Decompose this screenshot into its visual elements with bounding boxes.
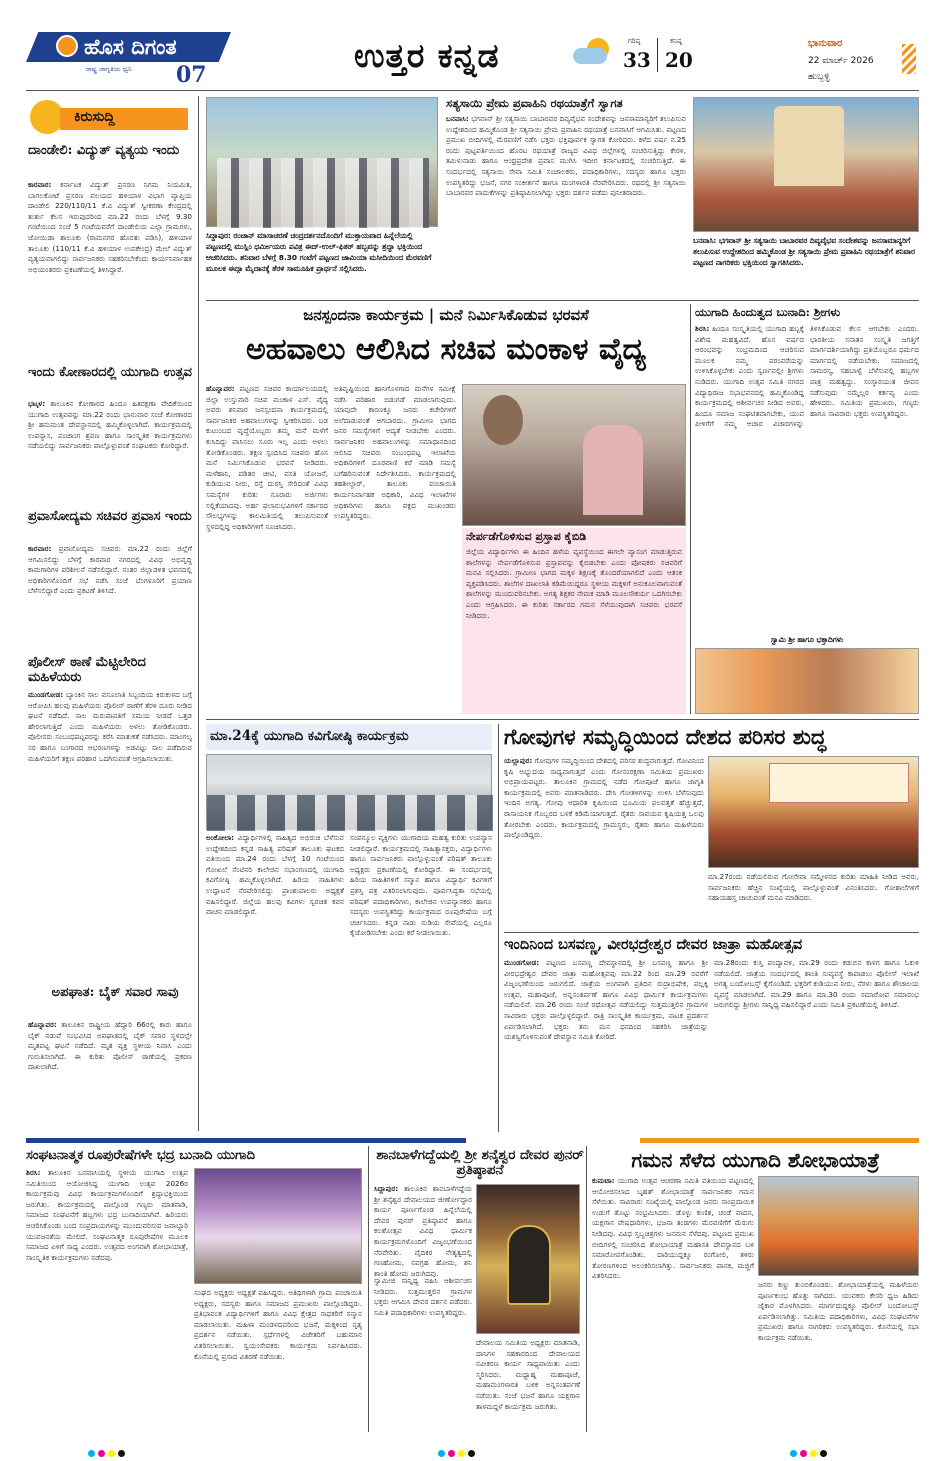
lead-col-1: ಹೊನ್ನಾವರ: ಪಟ್ಟಣದ ಸಚಿವರ ಕಾರ್ಯಾಲಯದಲ್ಲಿ ಜಿಲ್ಲಾ ಉಸ್ತುವಾರಿ ಸಚಿವ ಮಂಕಾಳ ಎಸ್. ವೈದ್ಯ ಅವರು ಶನಿವಾರ ಜನಸ್ಪಂದನಾ ಕಾರ್ಯಕ್ರಮದಲ್ಲಿ ಸಾರ್ವಜನಿಕರ ಅಹವಾಲುಗಳನ್ನು ಸ್ವೀಕರಿಸಿದರು. ಬಡ ಕುಟುಂಬದ ವೃದ್ಧೆಯೊಬ್ಬರು ತಮ್ಮ ಮನೆ ಮಳೆಗೆ ಕುಸಿದಿದ್ದು ವಾಸಿಸಲು ಸೂರು ಇಲ್ಲ ಎಂದು ಅಳಲು ತೋಡಿಕೊಂಡರು. ತಕ್ಷಣ ಸ್ಪಂದಿಸಿದ ಸಚಿವರು ಹೊಸ ಮನೆ ನಿರ್ಮಿಸಿಕೊಡುವ ಭರವಸೆ ನೀಡಿದರು. ಮಳೆಹಾನಿ, ಪಡಿತರ ಚೀಟಿ, ವಸತಿ ಯೋಜನೆ, ಕುಡಿಯುವ ನೀರು, ರಸ್ತೆ ದುರಸ್ತಿ ಸೇರಿದಂತೆ ವಿವಿಧ ಸಮಸ್ಯೆಗಳ ಕುರಿತು ನೂರಾರು ಅರ್ಜಿಗಳು ಸಲ್ಲಿಕೆಯಾದವು. ಅರ್ಹ ಫಲಾನುಭವಿಗಳಿಗೆ ಸರ್ಕಾರದ ಸೌಲಭ್ಯಗಳನ್ನು ಕಾಲಮಿತಿಯಲ್ಲಿ ತಲುಪಿಸುವಂತೆ ಸ್ಥಳದಲ್ಲಿದ್ದ ಅಧಿಕಾರಿಗಳಿಗೆ ಸೂಚಿಸಿದರು. bbox=[206, 384, 328, 531]
kavigoshti-photo bbox=[206, 754, 492, 830]
min-temp: 20 bbox=[665, 48, 693, 72]
lead-kicker: ಜನಸ್ಪಂದನಾ ಕಾರ್ಯಕ್ರಮ | ಮನೆ ನಿರ್ಮಿಸಿಕೊಡುವ ಭರವಸೆ bbox=[303, 306, 589, 324]
lead-headline: ಅಹವಾಲು ಆಲಿಸಿದ ಸಚಿವ ಮಂಕಾಳ ವೈದ್ಯ bbox=[245, 332, 647, 367]
bottom3-col-2: ಜನರು ಕಣ್ಣು ತುಂಬಿಕೊಂಡರು. ಶೋಭಾಯಾತ್ರೆಯಲ್ಲಿ ಮಹಿಳೆಯರು ಪೂರ್ಣಕುಂಭ ಹೊತ್ತು ಸಾಗಿದರು. ಯುವಕರು ಕೇಸರಿ ಧ್ವಜ ಹಿಡಿದು ಜೈಕಾರ ಮೊಳಗಿಸಿದರು. ಮಾರ್ಗದುದ್ದಕ್ಕೂ ಪೊಲೀಸ್ ಬಂದೋಬಸ್ತ್ ಏರ್ಪಡಿಸಲಾಗಿತ್ತು. ಸಮಿತಿಯ ಪದಾಧಿಕಾರಿಗಳು, ವಿವಿಧ ಸಂಘಟನೆಗಳ ಪ್ರಮುಖರು ಹಾಗೂ ನಾಗರಿಕರು ಉಪಸ್ಥಿತರಿದ್ದರು. ಕೊನೆಯಲ್ಲಿ ಸಭಾ ಕಾರ್ಯಕ್ರಮ ನಡೆಯಿತು. bbox=[758, 1280, 919, 1342]
kiru-4-body: ಮುಂಡಗೋಡ: ಬ್ಯಾಂಕಿನ ಸಾಲ ವಸೂಲಾತಿ ಸಿಬ್ಬಂದಿಯ ಕಿರುಕುಳದ ಬಗ್ಗೆ ಆರೋಪಿಸಿ ಹಲವು ಮಹಿಳೆಯರು ಪೊಲೀಸ್ ಠಾಣೆಗೆ ತೆರಳಿ ದೂರು ನೀಡಿದ ಘಟನೆ ನಡೆದಿದೆ. ಸಾಲ ಮರುಪಾವತಿಗೆ ಸಮಯ ನೀಡದೆ ಒತ್ತಡ ಹೇರಲಾಗುತ್ತಿದೆ ಎಂದು ಮಹಿಳೆಯರು ಅಳಲು ತೋಡಿಕೊಂಡರು. ಪೊಲೀಸರು ಸಂಬಂಧಪಟ್ಟವರನ್ನು ಕರೆಸಿ ಮಾತುಕತೆ ನಡೆಸಿದರು. ಮಾಂಗಲ್ಯ ಸರ ಹಾಗೂ ಬಂಗಾರದ ಆಭರಣಗಳನ್ನು ಅಡವಿಟ್ಟು ಸಾಲ ಪಡೆದಿರುವ ಮಹಿಳೆಯರಿಗೆ ತಕ್ಷಣ ಪರಿಹಾರ ಒದಗಿಸುವಂತೆ ಆಗ್ರಹಿಸಲಾಯಿತು. bbox=[28, 690, 192, 763]
kavigoshti-head: ಮಾ.24ಕ್ಕೆ ಯುಗಾದಿ ಕವಿಗೋಷ್ಠಿ ಕಾರ್ಯಕ್ರಮ bbox=[210, 728, 409, 744]
weather-icon bbox=[573, 38, 617, 68]
left-col-rule bbox=[198, 96, 199, 1131]
swami-photo bbox=[695, 648, 919, 714]
kiru-2-body: ಭಟ್ಕಳ: ತಾಲೂಕಿನ ಕೋಣಾರದ ಹಿಂದೂ ಹಿತರಕ್ಷಣಾ ವೇದಿಕೆಯಿಂದ ಯುಗಾದಿ ಉತ್ಸವವನ್ನು ಮಾ.22 ರಂದು ಭಾನುವಾರ ಸಂಜೆ ಕೋಣಾರದ ಶ್ರೀ ಹನುಮಂತ ದೇವಸ್ಥಾನದಲ್ಲಿ ಹಮ್ಮಿಕೊಳ್ಳಲಾಗಿದೆ. ಕಾರ್ಯಕ್ರಮದಲ್ಲಿ ಉಪನ್ಯಾಸ, ಪಂಚಾಂಗ ಶ್ರವಣ ಹಾಗೂ ಸಾಂಸ್ಕೃತಿಕ ಕಾರ್ಯಕ್ರಮಗಳು ನಡೆಯಲಿದ್ದು ಸಾರ್ವಜನಿಕರು ಪಾಲ್ಗೊಳ್ಳುವಂತೆ ಸಂಘಟಕರು ಕೋರಿದ್ದಾರೆ. bbox=[28, 399, 192, 451]
kiru-1-dateline: ಕಾರವಾರ: bbox=[28, 180, 52, 189]
logo-text: ಹೊಸ ದಿಗಂತ bbox=[84, 34, 177, 59]
pointing-hand-icon bbox=[30, 100, 64, 134]
max-temp-label: ಗರಿಷ್ಠ bbox=[628, 37, 641, 45]
bottom2-col-1: ಸಿದ್ದಾಪುರ: ತಾಲೂಕಿನ ಶಾನಬಾಳೆಗದ್ದೆಯ ಶ್ರೀ ಶನೈಶ್ವರ ದೇವಾಲಯದ ಜೀರ್ಣೋದ್ಧಾರ ಕಾರ್ಯ ಪೂರ್ಣಗೊಂಡ ಹಿನ್ನೆಲೆಯಲ್ಲಿ ದೇವರ ಪುನರ್ ಪ್ರತಿಷ್ಠಾಪನೆ ಹಾಗೂ ಕಲಶೋತ್ಸವ ವಿವಿಧ ಧಾರ್ಮಿಕ ಕಾರ್ಯಕ್ರಮಗಳೊಂದಿಗೆ ವಿಜೃಂಭಣೆಯಿಂದ ನೆರವೇರಿತು. ವೈದಿಕರ ನೇತೃತ್ವದಲ್ಲಿ ಗಣಹೋಮ, ನವಗ್ರಹ ಹೋಮ, ಶನಿ ಶಾಂತಿ ಹೋಮ ಜರುಗಿದವು. bbox=[374, 1184, 472, 1278]
procession-photo bbox=[758, 1176, 919, 1276]
satya-head: ಸತ್ಯಸಾಯಿ ಪ್ರೇಮ ಪ್ರವಾಹಿನಿ ರಥಯಾತ್ರೆಗೆ ಸ್ವಾಗತ bbox=[446, 96, 623, 110]
lead-col-2: ಅತಿವೃಷ್ಟಿಯಿಂದ ಹಾನಿಗೊಳಗಾದ ಮನೆಗಳ ಸಮೀಕ್ಷೆ ನಡೆಸಿ ಪರಿಹಾರ ಬಿಡುಗಡೆ ಮಾಡಲಾಗುವುದು. ಯಾವುದೇ ಕಾರಣಕ್ಕೂ ಜನರು ಕಚೇರಿಗಳಿಗೆ ಅಲೆದಾಡುವಂತೆ ಆಗಬಾರದು. ಗ್ರಾಮೀಣ ಭಾಗದ ಜನರ ಸಮಸ್ಯೆಗಳಿಗೆ ಆದ್ಯತೆ ನೀಡಬೇಕು ಎಂದರು. ಸಾರ್ವಜನಿಕರ ಅಹವಾಲುಗಳನ್ನು ಸಮಾಧಾನದಿಂದ ಆಲಿಸಿದ ಸಚಿವರು ಸಂಬಂಧಪಟ್ಟ ಇಲಾಖೆಯ ಅಧಿಕಾರಿಗಳಿಗೆ ದೂರವಾಣಿ ಕರೆ ಮಾಡಿ ಸಮಸ್ಯೆ ಬಗೆಹರಿಸುವಂತೆ ನಿರ್ದೇಶಿಸಿದರು. ಕಾರ್ಯಕ್ರಮದಲ್ಲಿ ತಹಶೀಲ್ದಾರ್, ತಾಲೂಕು ಪಂಚಾಯಿತಿ ಕಾರ್ಯನಿರ್ವಾಹಕ ಅಧಿಕಾರಿ, ವಿವಿಧ ಇಲಾಖೆಗಳ ಅಧಿಕಾರಿಗಳು ಹಾಗೂ ಪಕ್ಷದ ಮುಖಂಡರು ಉಪಸ್ಥಿತರಿದ್ದರು. bbox=[334, 384, 456, 521]
bottom2-head: ಶಾನಬಾಳೆಗದ್ದೆಯಲ್ಲಿ ಶ್ರೀ ಶನೈಶ್ವರ ದೇವರ ಪುನರ್ ಪ್ರತಿಷ್ಠಾಪನೆ bbox=[376, 1147, 584, 1179]
max-temp: 33 bbox=[623, 48, 651, 72]
kiru-1-body: ಕಾರವಾರ: ಕರ್ನಾಟಕ ವಿದ್ಯುತ್ ಪ್ರಸರಣ ನಿಗಮ ನಿಯಮಿತ, ಬಾಗಲಕೋಟೆ ಪ್ರಸರಣ ವಲಯದ ಹಳಿಯಾಳ ವಿಭಾಗ ವ್ಯಾಪ್ತಿಯ ದಾಂಡೇಲಿ 220/110/11 ಕೆ.ವಿ ವಿದ್ಯುತ್ ಸ್ವೀಕರಣಾ ಕೇಂದ್ರದಲ್ಲಿ ತುರ್ತು ಕೆಲಸ ಇರುವುದರಿಂದ ಮಾ.22 ರಂದು ಬೆಳಗ್ಗೆ 9.30 ಗಂಟೆಯಿಂದ ಸಂಜೆ 5 ಗಂಟೆಯವರೆಗೆ ದಾಂಡೇಲಿಯ ಎಲ್ಲಾ ಗ್ರಾಮಗಳು, ಜೋಯಿಡಾ ತಾಲೂಕು (ರಾಮನಗರ ಹೊರತು ಪಡಿಸಿ), ಹಳಿಯಾಳ ತಾಲೂಕು (110/11 ಕೆ.ವಿ ಹಳಿಯಾಳ ಉಪಕೇಂದ್ರ) ಮೇಲೆ ವಿದ್ಯುತ್ ವ್ಯತ್ಯಯವಾಗಲಿದ್ದು ಸಾರ್ವಜನಿಕರು ಸಹಕರಿಸಬೇಕೆಂದು ಕಾರ್ಯನಿರ್ವಾಹಕ ಅಭಿಯಂತರರು ಪ್ರಕಟಣೆಯಲ್ಲಿ ತಿಳಿಸಿದ್ದಾರೆ. bbox=[28, 180, 192, 274]
page-number: 07 bbox=[176, 62, 207, 88]
chariot-photo bbox=[693, 97, 919, 232]
govu-photo bbox=[708, 756, 919, 868]
school-caption-body: ಜಿಲ್ಲೆಯ ವಿದ್ಯಾರ್ಥಿಗಳು ಈ ಹಿಂದಿನ ಹಳೆಯ ವ್ಯವಸ್ಥೆಯಿಂದ ಈಗಲೇ ವ್ಯಾಸಂಗ ಮಾಡುತ್ತಿರುವ ಶಾಲೆಗಳನ್ನು ನೇರ್ಪಡೆಗೊಳಿಸುವ ಪ್ರಸ್ತಾಪವನ್ನು ಕೈಬಿಡಬೇಕು ಎಂದು ಪೋಷಕರು ಸಚಿವರಿಗೆ ಮನವಿ ಸಲ್ಲಿಸಿದರು. ಗ್ರಾಮೀಣ ಭಾಗದ ಮಕ್ಕಳ ಶಿಕ್ಷಣಕ್ಕೆ ತೊಂದರೆಯಾಗಲಿದೆ ಎಂದು ಆತಂಕ ವ್ಯಕ್ತಪಡಿಸಿದರು. ಶಾಲೆಗಳ ದಾಖಲಾತಿ ಕಡಿಮೆಯಿದ್ದರೂ ಸ್ಥಳೀಯ ಮಕ್ಕಳಿಗೆ ಅನುಕೂಲವಾಗುವಂತೆ ಶಾಲೆಗಳನ್ನು ಮುಂದುವರಿಸಬೇಕು. ಅಗತ್ಯ ಶಿಕ್ಷಕರ ನೇಮಕ ಮಾಡಿ ಮೂಲಸೌಕರ್ಯ ಒದಗಿಸಬೇಕು ಎಂದು ಆಗ್ರಹಿಸಿದರು. ಈ ಕುರಿತು ಸರ್ಕಾರದ ಗಮನ ಸೆಳೆಯುವುದಾಗಿ ಸಚಿವರು ಭರವಸೆ ನೀಡಿದರು. bbox=[466, 547, 682, 620]
kiru-5-body: ಹೊನ್ನಾವರ: ತಾಲೂಕಿನ ರಾಷ್ಟ್ರೀಯ ಹೆದ್ದಾರಿ 66ರಲ್ಲಿ ಕಾರು ಹಾಗೂ ಬೈಕ್ ನಡುವೆ ಸಂಭವಿಸಿದ ಅಪಘಾತದಲ್ಲಿ ಬೈಕ್ ಸವಾರ ಸ್ಥಳದಲ್ಲೇ ಮೃತಪಟ್ಟ ಘಟನೆ ನಡೆದಿದೆ. ಮೃತ ವ್ಯಕ್ತಿ ಸ್ಥಳೀಯ ನಿವಾಸಿ ಎಂದು ಗುರುತಿಸಲಾಗಿದೆ. ಈ ಕುರಿತು ಪೊಲೀಸ್ ಠಾಣೆಯಲ್ಲಿ ಪ್ರಕರಣ ದಾಖಲಾಗಿದೆ. bbox=[28, 1020, 192, 1072]
kiru-5-head: ಅಪಘಾತ: ಬೈಕ್ ಸವಾರ ಸಾವು bbox=[51, 985, 179, 1000]
kavigoshti-col-2: ಸಂಪನ್ಮೂಲ ವ್ಯಕ್ತಿಗಳು ಯುಗಾದಿಯ ಮಹತ್ವ ಕುರಿತು ಉಪನ್ಯಾಸ ನೀಡಲಿದ್ದಾರೆ. ಕಾರ್ಯಕ್ರಮದಲ್ಲಿ ಸಾಹಿತ್ಯಾಸಕ್ತರು, ವಿದ್ಯಾರ್ಥಿಗಳು ಹಾಗೂ ಸಾರ್ವಜನಿಕರು ಪಾಲ್ಗೊಳ್ಳುವಂತೆ ಪರಿಷತ್ ತಾಲೂಕು ಅಧ್ಯಕ್ಷರು ಪ್ರಕಟಣೆಯಲ್ಲಿ ಕೋರಿದ್ದಾರೆ. ಈ ಸಂದರ್ಭದಲ್ಲಿ ಹಿರಿಯ ಸಾಹಿತಿಗಳಿಗೆ ಸನ್ಮಾನ ಹಾಗೂ ವಿದ್ಯಾರ್ಥಿ ಕವಿಗಳಿಗೆ ಪ್ರಶಸ್ತಿ ಪತ್ರ ವಿತರಿಸಲಾಗುವುದು. ಪೂರ್ವಸಿದ್ಧತಾ ಸಭೆಯಲ್ಲಿ ಪರಿಷತ್ ಪದಾಧಿಕಾರಿಗಳು, ಕಾಲೇಜಿನ ಉಪನ್ಯಾಸಕರು ಹಾಗೂ ಸದಸ್ಯರು ಉಪಸ್ಥಿತರಿದ್ದು ಕಾರ್ಯಕ್ರಮದ ರೂಪುರೇಷೆಯ ಬಗ್ಗೆ ಚರ್ಚಿಸಿದರು. ಕನ್ನಡ ನಾಡು ನುಡಿಯ ಸೇವೆಯಲ್ಲಿ ಎಲ್ಲರೂ ಕೈಜೋಡಿಸಬೇಕು ಎಂದು ಕರೆ ನೀಡಲಾಯಿತು. bbox=[350, 833, 492, 938]
logo-tagline: ರಾಷ್ಟ್ರ ಜಾಗೃತಿಯ ಧ್ವನಿ bbox=[86, 65, 132, 73]
bottom1-photo bbox=[194, 1168, 362, 1284]
swami-photo-caption: ಸ್ವಾಮಿ ಶ್ರೀ ಹಾಗೂ ಭಕ್ತಾದಿಗಳು bbox=[770, 635, 844, 644]
bottom1-head: ಸಂಘಟನಾತ್ಮಕ ರೂಪುರೇಷೆಗಳೇ ಭದ್ರ ಬುನಾದಿ ಯುಗಾದಿ bbox=[26, 1148, 256, 1163]
kiru-3-body: ಕಾರವಾರ: ಪ್ರವಾಸೋದ್ಯಮ ಸಚಿವರು ಮಾ.22 ರಂದು ಜಿಲ್ಲೆಗೆ ಆಗಮಿಸಲಿದ್ದು ಬೆಳಗ್ಗೆ ಕಾರವಾರ ನಗರದಲ್ಲಿ ವಿವಿಧ ಅಭಿವೃದ್ಧಿ ಕಾಮಗಾರಿಗಳ ಪರಿಶೀಲನೆ ನಡೆಸಲಿದ್ದಾರೆ. ನಂತರ ಜಿಲ್ಲಾಡಳಿತ ಭವನದಲ್ಲಿ ಅಧಿಕಾರಿಗಳೊಂದಿಗೆ ಸಭೆ ನಡೆಸಿ ಸಂಜೆ ಬೆಂಗಳೂರಿಗೆ ಪ್ರಯಾಣ ಬೆಳೆಸಲಿದ್ದಾರೆ ಎಂದು ಪ್ರಕಟಣೆ ತಿಳಿಸಿದೆ. bbox=[28, 544, 192, 596]
yugadi-hindu-body: ಶಿರಸಿ: ಹಿಂದೂ ಸಂಸ್ಕೃತಿಯಲ್ಲಿ ಯುಗಾದಿ ಹಬ್ಬಕ್ಕೆ ವಿಶೇಷ ಮಹತ್ವವಿದೆ. ಹೊಸ ವರ್ಷದ ಆರಂಭವನ್ನು ಸಂಭ್ರಮದಿಂದ ಆಚರಿಸುವ ಮೂಲಕ ನಮ್ಮ ಪರಂಪರೆಯನ್ನು ಉಳಿಸಿಕೊಳ್ಳಬೇಕು ಎಂದು ಸ್ವರ್ಣವಲ್ಲೀ ಶ್ರೀಗಳು ನುಡಿದರು. ಯುಗಾದಿ ಉತ್ಸವ ಸಮಿತಿ ನಗರದ ವಿದ್ಯಾಧಿರಾಜ ಸಭಾಭವನದಲ್ಲಿ ಹಮ್ಮಿಕೊಂಡಿದ್ದ ಕಾರ್ಯಕ್ರಮದಲ್ಲಿ ಆಶೀರ್ವಚನ ನೀಡಿದ ಅವರು, ಹಿಂದೂ ಸಮಾಜ ಸಂಘಟಿತವಾಗಬೇಕು, ಯುವ ಪೀಳಿಗೆಗೆ ನಮ್ಮ ಆಚಾರ ವಿಚಾರಗಳನ್ನು ತಿಳಿಸಿಕೊಡುವ ಕೆಲಸ ಆಗಬೇಕು ಎಂದರು. ಭಾರತೀಯ ಸನಾತನ ಸಂಸ್ಕೃತಿ ಜಗತ್ತಿಗೆ ಮಾರ್ಗದರ್ಶಿಯಾಗಿದ್ದು ಪ್ರತಿಯೊಬ್ಬರೂ ಧರ್ಮದ ಮಾರ್ಗದಲ್ಲಿ ನಡೆಯಬೇಕು. ಸಮಾಜದಲ್ಲಿ ಸಾಮರಸ್ಯ, ಸಹಬಾಳ್ವೆ ಬೆಳೆಸುವಲ್ಲಿ ಹಬ್ಬಗಳ ಪಾತ್ರ ಮಹತ್ವದ್ದು. ಸಂಸ್ಕಾರಯುತ ಜೀವನ ನಡೆಸುವುದು ನಮ್ಮೆಲ್ಲರ ಕರ್ತವ್ಯ ಎಂದು ಹೇಳಿದರು. ಸಮಿತಿಯ ಪ್ರಮುಖರು, ಗಣ್ಯರು ಹಾಗೂ ಸಾವಿರಾರು ಭಕ್ತರು ಉಪಸ್ಥಿತರಿದ್ದರು. bbox=[695, 324, 919, 429]
eid-photo bbox=[206, 97, 438, 227]
bottom-rule-1 bbox=[368, 1146, 369, 1432]
lead-right-rule bbox=[690, 304, 691, 714]
kiru-3-head: ಪ್ರವಾಸೋದ್ಯಮ ಸಚಿವರ ಪ್ರವಾಸ ಇಂದು bbox=[28, 509, 192, 524]
jatra-head: ಇಂದಿನಿಂದ ಬಸವಣ್ಣ, ವೀರಭದ್ರೇಶ್ವರ ದೇವರ ಜಾತ್ರಾ ಮಹೋತ್ಸವ bbox=[504, 936, 803, 953]
lamp-icon bbox=[56, 35, 78, 57]
bottom2-col-3: ದೇವಾಲಯ ಸಮಿತಿಯ ಅಧ್ಯಕ್ಷರು ಮಾತನಾಡಿ, ದಾನಿಗಳ ಸಹಕಾರದಿಂದ ದೇವಾಲಯದ ನವೀಕರಣ ಕಾರ್ಯ ಸಾಧ್ಯವಾಯಿತು ಎಂದು ಸ್ಮರಿಸಿದರು. ಮಧ್ಯಾಹ್ನ ಮಹಾಪೂಜೆ, ಮಹಾಮಂಗಳಾರತಿ ಬಳಿಕ ಅನ್ನಸಂತರ್ಪಣೆ ನಡೆಯಿತು. ಸಂಜೆ ಭಜನೆ ಹಾಗೂ ಯಕ್ಷಗಾನ ತಾಳಮದ್ದಳೆ ಕಾರ್ಯಕ್ರಮ ಜರುಗಿತು. bbox=[476, 1338, 580, 1411]
masthead-rule bbox=[26, 90, 919, 91]
kiru-4-head: ಪೊಲೀಸ್ ಠಾಣೆ ಮೆಟ್ಟಿಲೇರಿದ ಮಹಿಳೆಯರು bbox=[28, 655, 146, 685]
bottom-rule-2 bbox=[586, 1146, 587, 1432]
kiru-section bbox=[26, 96, 194, 1146]
jatra-col-1: ಮುಂಡಗೋಡ: ಪಟ್ಟಣದ ಬಸವಣ್ಣ ದೇವಸ್ಥಾನದಲ್ಲಿ ಶ್ರೀ ಬಸವಣ್ಣ ಹಾಗೂ ಶ್ರೀ ವೀರಭದ್ರೇಶ್ವರ ದೇವರ ಜಾತ್ರಾ ಮಹೋತ್ಸವವು ಮಾ.22 ರಿಂದ ಮಾ.29 ರವರೆಗೆ ವಿಜೃಂಭಣೆಯಿಂದ ಜರುಗಲಿದೆ. ಜಾತ್ರೆಯ ಅಂಗವಾಗಿ ಪ್ರತಿದಿನ ರುದ್ರಾಭಿಷೇಕ, ಪಲ್ಲಕ್ಕಿ ಉತ್ಸವ, ಮಹಾಪೂಜೆ, ಅನ್ನಸಂತರ್ಪಣೆ ಹಾಗೂ ವಿವಿಧ ಧಾರ್ಮಿಕ ಕಾರ್ಯಕ್ರಮಗಳು ನಡೆಯಲಿವೆ. ಮಾ.26 ರಂದು ಸಂಜೆ ರಥೋತ್ಸವ ನಡೆಯಲಿದ್ದು ಸುತ್ತಮುತ್ತಲಿನ ಗ್ರಾಮಗಳ ಸಾವಿರಾರು ಭಕ್ತರು ಪಾಲ್ಗೊಳ್ಳಲಿದ್ದಾರೆ. ರಾತ್ರಿ ಸಾಂಸ್ಕೃತಿಕ ಕಾರ್ಯಕ್ರಮ, ನಾಟಕ ಪ್ರದರ್ಶನ ಏರ್ಪಡಿಸಲಾಗಿದೆ. ಭಕ್ತರು ತನು ಮನ ಧನದಿಂದ ಸಹಕರಿಸಿ ಜಾತ್ರೆಯನ್ನು ಯಶಸ್ವಿಗೊಳಿಸುವಂತೆ ದೇವಸ್ಥಾನ ಸಮಿತಿ ಕೋರಿದೆ. bbox=[504, 958, 708, 1042]
chariot-photo-caption: ಬನವಾಸಿ: ಭಗವಾನ್ ಶ್ರೀ ಸತ್ಯಸಾಯಿ ಬಾಬಾರವರ ದಿವ್ಯವೈಭವ ಸಂದೇಶವನ್ನು ಜನಸಾಮಾನ್ಯರಿಗೆ ತಲುಪಿಸುವ ಉದ್ದೇಶದಿಂದ ಹಮ್ಮಿಕೊಂಡ ಶ್ರೀ ಸತ್ಯಸಾಯಿ ಪ್ರೇಮ ಪ್ರವಾಹಿನಿ ರಥಯಾತ್ರೆಗೆ ಶನಿವಾರ ಪಟ್ಟಣದ ನಾಗರಿಕರು ಭಕ್ತಿಯಿಂದ ಸ್ವಾಗತಿಸಿದರು. bbox=[693, 236, 915, 267]
bottom3-head: ಗಮನ ಸೆಳೆದ ಯುಗಾದಿ ಶೋಭಾಯಾತ್ರೆ bbox=[631, 1148, 880, 1172]
eid-photo-caption: ಸಿದ್ದಾಪುರ: ರಂಜಾನ್ ಮಾಸಾಚರಣೆ ಚಂದ್ರದರ್ಶನದೊಂದಿಗೆ ಮುಕ್ತಾಯವಾದ ಹಿನ್ನೆಲೆಯಲ್ಲಿ ಪಟ್ಟಣದಲ್ಲಿ ಮುಸ್ಲಿಂ ಧರ್ಮೀಯರು ಪವಿತ್ರ ಈದ್-ಉಲ್-ಫಿತರ್ ಹಬ್ಬವನ್ನು ಶ್ರದ್ಧಾ ಭಕ್ತಿಯಿಂದ ಆಚರಿಸಿದರು. ಶನಿವಾರ ಬೆಳಗ್ಗೆ 8.30 ಗಂಟೆಗೆ ಪಟ್ಟಣದ ಜಾಮಿಯಾ ಮಸೀದಿಯಿಂದ ಮೆರವಣಿಗೆ ಮೂಲಕ ಈದ್ಗಾ ಮೈದಾನಕ್ಕೆ ತೆರಳಿ ಸಾಮೂಹಿಕ ಪ್ರಾರ್ಥನೆ ಸಲ್ಲಿಸಿದರು. bbox=[206, 231, 432, 273]
logo-block bbox=[26, 30, 231, 86]
bottom1-col-1: ಶಿರಸಿ: ತಾಲೂಕಿನ ಬನವಾಸಿಯಲ್ಲಿ ಸ್ಥಳೀಯ ಯುಗಾದಿ ಉತ್ಸವ ಸಮಿತಿಯಿಂದ ಆಯೋಜಿಸಿದ್ದ ಯುಗಾದಿ ಉತ್ಸವ 2026ರ ಕಾರ್ಯಕ್ರಮವು ವಿವಿಧ ಕಾರ್ಯಕ್ರಮಗಳೊಂದಿಗೆ ಶ್ರದ್ಧಾಭಕ್ತಿಯಿಂದ ಜರುಗಿತು. ಕಾರ್ಯಕ್ರಮದಲ್ಲಿ ಪಾಲ್ಗೊಂಡ ಗಣ್ಯರು ಮಾತನಾಡಿ, ಸಮಾಜದ ಸಂಘಟನೆಗೆ ಹಬ್ಬಗಳು ಭದ್ರ ಬುನಾದಿಯಾಗಿವೆ. ಹಿರಿಯರು ಆಚರಿಸಿಕೊಂಡು ಬಂದ ಸಂಪ್ರದಾಯಗಳನ್ನು ಮುಂದುವರಿಸುವ ಜವಾಬ್ದಾರಿ ಯುವಜನತೆಯ ಮೇಲಿದೆ. ಸಂಘಟನಾತ್ಮಕ ರೂಪುರೇಷೆಗಳ ಮೂಲಕ ಸಮಾಜದ ಏಳಿಗೆ ಸಾಧ್ಯ ಎಂದರು. ಉತ್ಸವದ ಅಂಗವಾಗಿ ಶೋಭಾಯಾತ್ರೆ, ಸಾಂಸ್ಕೃತಿಕ ಕಾರ್ಯಕ್ರಮಗಳು ನಡೆದವು. bbox=[26, 1168, 188, 1262]
registration-marks-mid bbox=[438, 1442, 478, 1461]
jatra-col-2: ಮಾ.28ರಂದು ಕುಸ್ತಿ ಪಂದ್ಯಾವಳಿ, ಮಾ.29 ರಂದು ಕಡುಬಿನ ಕಾಳಗ ಹಾಗೂ ಓಕುಳಿ ನಡೆಯಲಿದೆ. ಜಾತ್ರೆಯ ಸಂದರ್ಭದಲ್ಲಿ ಶಾಂತಿ ಸುವ್ಯವಸ್ಥೆ ಕಾಪಾಡಲು ಪೊಲೀಸ್ ಇಲಾಖೆ ಅಗತ್ಯ ಬಂದೋಬಸ್ತ್ ಕೈಗೊಂಡಿದೆ. ಭಕ್ತರಿಗೆ ಕುಡಿಯುವ ನೀರು, ನೆರಳು ಹಾಗೂ ಶೌಚಾಲಯ ವ್ಯವಸ್ಥೆ ಮಾಡಲಾಗಿದೆ. ಮಾ.29 ಹಾಗೂ ಮಾ.30 ರಂದು ಸಮಾರೋಪ ಸಮಾರಂಭ ಜರುಗಲಿದ್ದು ಶ್ರೀಗಳು ಸಾನ್ನಿಧ್ಯ ವಹಿಸಲಿದ್ದಾರೆ ಎಂದು ಸಮಿತಿ ಪ್ರಕಟಣೆಯಲ್ಲಿ ತಿಳಿಸಿದೆ. bbox=[714, 958, 919, 1010]
bottom-divider-orange bbox=[640, 1138, 919, 1143]
bottom2-col-2: ಸ್ವಾಮೀಜಿ ಸಾನ್ನಿಧ್ಯ ವಹಿಸಿ ಆಶೀರ್ವಚನ ನೀಡಿದರು. ಸುತ್ತಮುತ್ತಲಿನ ಗ್ರಾಮಗಳ ಭಕ್ತರು ಆಗಮಿಸಿ ದೇವರ ದರ್ಶನ ಪಡೆದರು. ಸಮಿತಿ ಪದಾಧಿಕಾರಿಗಳು ಉಪಸ್ಥಿತರಿದ್ದರು. bbox=[374, 1276, 472, 1317]
issue-date: 22 ಮಾರ್ಚ್ 2026 bbox=[808, 56, 874, 66]
govu-body: ಯಲ್ಲಾಪುರ: ಗೋವುಗಳ ಸಮೃದ್ಧಿಯಿಂದ ದೇಶದಲ್ಲಿ ಪರಿಸರ ಶುದ್ಧವಾಗುತ್ತದೆ. ಗೋವಿನಿಂದ ಕೃಷಿ ಅಭ್ಯುದಯ ಸಾಧ್ಯವಾಗುತ್ತದೆ ಎಂದು ಗೋಸಂರಕ್ಷಣಾ ಸಮಿತಿಯ ಪ್ರಮುಖರು ಅಭಿಪ್ರಾಯಪಟ್ಟರು. ತಾಲೂಕಿನ ಗ್ರಾಮದಲ್ಲಿ ನಡೆದ ಗೋಪೂಜೆ ಹಾಗೂ ಜಾಗೃತಿ ಕಾರ್ಯಕ್ರಮದಲ್ಲಿ ಅವರು ಮಾತನಾಡಿದರು. ದೇಸಿ ಗೋತಳಿಗಳನ್ನು ಉಳಿಸಿ ಬೆಳೆಸುವುದು ಇಂದಿನ ಅಗತ್ಯ. ಗೋವು ಆಧಾರಿತ ಕೃಷಿಯಿಂದ ಭೂಮಿಯ ಫಲವತ್ತತೆ ಹೆಚ್ಚುತ್ತದೆ, ರಾಸಾಯನಿಕ ಗೊಬ್ಬರದ ಬಳಕೆ ಕಡಿಮೆಯಾಗುತ್ತದೆ. ರೈತರು ಸಾವಯವ ಕೃಷಿಯತ್ತ ಒಲವು ತೋರಬೇಕು ಎಂದರು. ಕಾರ್ಯಕ್ರಮದಲ್ಲಿ ಗ್ರಾಮಸ್ಥರು, ರೈತರು ಹಾಗೂ ಮಹಿಳೆಯರು ಪಾಲ್ಗೊಂಡಿದ್ದರು. bbox=[504, 756, 704, 840]
temp-divider bbox=[657, 38, 658, 72]
govu-rule bbox=[504, 932, 919, 933]
kiru-1-head: ದಾಂಡೇಲಿ: ವಿದ್ಯುತ್ ವ್ಯತ್ಯಯ ಇಂದು bbox=[28, 143, 180, 158]
top-row-rule bbox=[206, 300, 919, 301]
registration-marks-right bbox=[790, 1442, 830, 1461]
bottom-divider-blue bbox=[26, 1138, 466, 1143]
shani-idol-photo bbox=[476, 1184, 580, 1334]
issue-city: ಹುಬ್ಬಳ್ಳಿ bbox=[808, 72, 830, 82]
masthead bbox=[0, 0, 945, 92]
kiru-2-head: ಇಂದು ಕೋಣಾರದಲ್ಲಿ ಯುಗಾದಿ ಉತ್ಸವ bbox=[28, 365, 192, 380]
issue-day: ಭಾನುವಾರ bbox=[808, 38, 843, 49]
kiru-header bbox=[30, 100, 194, 136]
govu-side: ಮಾ.27ರಂದು ನಡೆಯಲಿರುವ ಗೋಸೇವಾ ಸಮ್ಮೇಳನದ ಕುರಿತು ಮಾಹಿತಿ ನೀಡಿದ ಅವರು, ಸಾರ್ವಜನಿಕರು ಹೆಚ್ಚಿನ ಸಂಖ್ಯೆಯಲ್ಲಿ ಪಾಲ್ಗೊಳ್ಳುವಂತೆ ವಿನಂತಿಸಿದರು. ಗೋಶಾಲೆಗಳಿಗೆ ಸಹಾಯಹಸ್ತ ಚಾಚುವಂತೆ ಮನವಿ ಮಾಡಿದರು. bbox=[708, 872, 919, 903]
corner-stripes bbox=[902, 44, 916, 74]
mid-rule bbox=[206, 719, 919, 720]
kiru-title: ಕಿರುಸುದ್ದಿ bbox=[74, 109, 115, 125]
registration-marks-left bbox=[88, 1442, 128, 1461]
min-temp-label: ಕನಿಷ್ಠ bbox=[670, 37, 682, 45]
kavi-right-rule bbox=[498, 724, 499, 1132]
bottom1-col-2: ಸಂಘದ ಅಧ್ಯಕ್ಷರು ಅಧ್ಯಕ್ಷತೆ ವಹಿಸಿದ್ದರು. ಅತಿಥಿಗಳಾಗಿ ಗ್ರಾಮ ಪಂಚಾಯಿತಿ ಅಧ್ಯಕ್ಷರು, ಸದಸ್ಯರು ಹಾಗೂ ಸಮಾಜದ ಪ್ರಮುಖರು ಪಾಲ್ಗೊಂಡಿದ್ದರು. ಪ್ರತಿಭಾವಂತ ವಿದ್ಯಾರ್ಥಿಗಳಿಗೆ ಹಾಗೂ ವಿವಿಧ ಕ್ಷೇತ್ರದ ಸಾಧಕರಿಗೆ ಸನ್ಮಾನ ಮಾಡಲಾಯಿತು. ಮಹಿಳಾ ಮಂಡಳದವರಿಂದ ಭಜನೆ, ಮಕ್ಕಳಿಂದ ನೃತ್ಯ ಪ್ರದರ್ಶನ ನಡೆಯಿತು. ಸ್ಪರ್ಧೆಗಳಲ್ಲಿ ವಿಜೇತರಿಗೆ ಬಹುಮಾನ ವಿತರಿಸಲಾಯಿತು. ಸ್ವಯಂಸೇವಕರು ಕಾರ್ಯಕ್ರಮ ನಿರ್ವಹಿಸಿದರು. ಕೊನೆಯಲ್ಲಿ ಪ್ರಸಾದ ವಿತರಣೆ ನಡೆಯಿತು. bbox=[194, 1288, 362, 1361]
edition-title: ಉತ್ತರ ಕನ್ನಡ bbox=[354, 36, 500, 75]
kavigoshti-col-1: ಅಂಕೋಲಾ: ವಿದ್ಯಾರ್ಥಿಗಳಲ್ಲಿ ಸಾಹಿತ್ಯದ ಅಭಿರುಚಿ ಬೆಳೆಸುವ ಉದ್ದೇಶದಿಂದ ಕನ್ನಡ ಸಾಹಿತ್ಯ ಪರಿಷತ್ ತಾಲೂಕು ಘಟಕದ ವತಿಯಿಂದ ಮಾ.24 ರಂದು ಬೆಳಗ್ಗೆ 10 ಗಂಟೆಯಿಂದ ಗೋಖಲೆ ಸೆಂಟಿನರಿ ಕಾಲೇಜಿನ ಸಭಾಂಗಣದಲ್ಲಿ ಯುಗಾದಿ ಕವಿಗೋಷ್ಠಿ ಹಮ್ಮಿಕೊಳ್ಳಲಾಗಿದೆ. ಹಿರಿಯ ಸಾಹಿತಿಗಳು ಉದ್ಘಾಟನೆ ನೆರವೇರಿಸಲಿದ್ದು ಪ್ರಾಂಶುಪಾಲರು ಅಧ್ಯಕ್ಷತೆ ವಹಿಸಲಿದ್ದಾರೆ. ಜಿಲ್ಲೆಯ ಹಲವು ಕವಿಗಳು ಸ್ವರಚಿತ ಕವನ ವಾಚನ ಮಾಡಲಿದ್ದಾರೆ. bbox=[206, 833, 344, 917]
school-caption-head: ನೇರ್ಪಡೆಗೊಳಿಸುವ ಪ್ರಸ್ತಾಪ ಕೈಬಿಡಿ bbox=[466, 530, 587, 543]
satya-body: ಬನವಾಸಿ: ಭಗವಾನ್ ಶ್ರೀ ಸತ್ಯಸಾಯಿ ಬಾಬಾರವರ ದಿವ್ಯವೈಭವ ಸಂದೇಶವನ್ನು ಜನಸಾಮಾನ್ಯರಿಗೆ ತಲುಪಿಸುವ ಉದ್ದೇಶದಿಂದ ಹಮ್ಮಿಕೊಂಡ ಶ್ರೀ ಸತ್ಯಸಾಯಿ ಪ್ರೇಮ ಪ್ರವಾಹಿನಿ ರಥಯಾತ್ರೆ ಬನವಾಸಿಗೆ ಆಗಮಿಸಿತು. ಪಟ್ಟಣದ ಪ್ರಮುಖ ಬೀದಿಗಳಲ್ಲಿ ಮೆರವಣಿಗೆ ನಡೆಸಿ ಭಕ್ತರು ಭಕ್ತಿಪೂರ್ವಕ ಸ್ವಾಗತ ಕೋರಿದರು. ಕಳೆದ ವರ್ಷ ನ.25 ರಂದು ಪುಟ್ಟಪರ್ತಿಯಿಂದ ಹೊರಟ ರಥಯಾತ್ರೆ ರಾಜ್ಯದ ವಿವಿಧ ಜಿಲ್ಲೆಗಳಲ್ಲಿ ಸಂಚರಿಸುತ್ತಿದ್ದು ಕೇರಳ, ತಮಿಳುನಾಡು ಹಾಗೂ ಆಂಧ್ರಪ್ರದೇಶ ಪ್ರವಾಸ ಮುಗಿಸಿ ಇದೀಗ ಕರ್ನಾಟಕದಲ್ಲಿ ಸಂಚರಿಸುತ್ತಿದೆ. ಈ ಸಂದರ್ಭದಲ್ಲಿ ಸತ್ಯಸಾಯಿ ಸೇವಾ ಸಮಿತಿ ಸಂಚಾಲಕರು, ಪದಾಧಿಕಾರಿಗಳು, ಸದಸ್ಯರು ಹಾಗೂ ಭಕ್ತರು ಉಪಸ್ಥಿತರಿದ್ದು ಭಜನೆ, ನಗರ ಸಂಕೀರ್ತನೆ ಹಾಗೂ ಮಂಗಳಾರತಿ ನೆರವೇರಿಸಿದರು. ರಥದಲ್ಲಿ ಶ್ರೀ ಸತ್ಯಸಾಯಿ ಬಾಬಾರವರ ಪಾದುಕೆಗಳನ್ನು ಪ್ರತಿಷ್ಠಾಪಿಸಲಾಗಿದ್ದು ಭಕ್ತರು ದರ್ಶನ ಪಡೆದು ಪುನೀತರಾದರು. bbox=[446, 114, 686, 198]
govu-head: ಗೋವುಗಳ ಸಮೃದ್ಧಿಯಿಂದ ದೇಶದ ಪರಿಸರ ಶುದ್ಧ bbox=[504, 724, 827, 749]
minister-photo bbox=[462, 384, 686, 526]
yugadi-hindu-head: ಯುಗಾದಿ ಹಿಂದುತ್ವದ ಬುನಾದಿ: ಶ್ರೀಗಳು bbox=[695, 305, 841, 319]
bottom3-col-1: ಕುಮಟಾ: ಯುಗಾದಿ ಉತ್ಸವ ಆಚರಣಾ ಸಮಿತಿ ವತಿಯಿಂದ ಪಟ್ಟಣದಲ್ಲಿ ಆಯೋಜಿಸಲಾದ ಬೃಹತ್ ಶೋಭಾಯಾತ್ರೆ ಸಾರ್ವಜನಿಕರ ಗಮನ ಸೆಳೆಯಿತು. ಸಾವಿರಾರು ಸಂಖ್ಯೆಯಲ್ಲಿ ಪಾಲ್ಗೊಂಡ ಜನರು ಸಾಂಪ್ರದಾಯಿಕ ಉಡುಗೆ ತೊಟ್ಟು ಸಂಭ್ರಮಿಸಿದರು. ಡೊಳ್ಳು ಕುಣಿತ, ಚಂಡೆ ವಾದನ, ಯಕ್ಷಗಾನ ವೇಷಧಾರಿಗಳು, ಭಜನಾ ತಂಡಗಳು ಮೆರವಣಿಗೆಗೆ ಮೆರುಗು ನೀಡಿದವು. ವಿವಿಧ ಸ್ತಬ್ಧಚಿತ್ರಗಳು ಜನಮನ ಸೆಳೆದವು. ಪಟ್ಟಣದ ಪ್ರಮುಖ ಬೀದಿಗಳಲ್ಲಿ ಸಂಚರಿಸಿದ ಶೋಭಾಯಾತ್ರೆ ಮಹಾಸತಿ ದೇವಸ್ಥಾನದ ಬಳಿ ಸಮಾರೋಪಗೊಂಡಿತು. ದಾರಿಯುದ್ದಕ್ಕೂ ರಂಗೋಲಿ, ತಳಿರು ತೋರಣಗಳಿಂದ ಅಲಂಕರಿಸಲಾಗಿತ್ತು. ಸಾರ್ವಜನಿಕರು ಪಾನಕ, ಮಜ್ಜಿಗೆ ವಿತರಿಸಿದರು. bbox=[592, 1176, 754, 1281]
